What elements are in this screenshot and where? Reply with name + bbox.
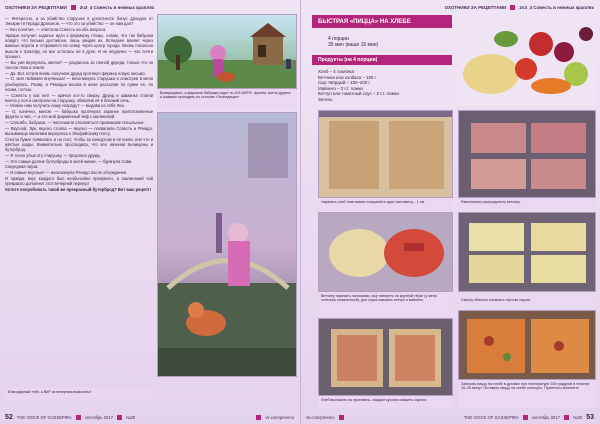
- step-photo-2: [458, 110, 596, 198]
- game-screenshot-bottom: [157, 112, 297, 377]
- game-screenshot-top: [157, 14, 297, 89]
- article-paragraph: — Совесть у вас нет! — кричал кто-то сверху. Друид и шаманка стояли молча у пол и смотрели на старушку, обхватив её в близкий сень.: [5, 92, 153, 103]
- step-caption-1: Нарезать хлеб ломтиками толщиной в один сантиметр – 1 см.: [318, 198, 453, 210]
- footer-square-icon: [117, 415, 122, 420]
- site-link[interactable]: vk.com/preemo: [306, 414, 335, 420]
- header-square-icon: [510, 5, 515, 10]
- step-photo-6: [458, 310, 596, 380]
- article-paragraph: — Можно нам получить нашу награду? — выдави из себя Леа.: [5, 103, 125, 109]
- article-paragraph: — Вкусной, Эрк, вкусно стояла — вкусно — похвалили Совесть и Рянадо, вызывающе мальчики вернулись к Эльфийскому посту.: [5, 125, 153, 137]
- ingredient-item: Сыр твёрдый – 150–200 г: [318, 80, 371, 86]
- step-caption-6: Запекать пиццу на хлебе в духовке при температуре 200 градусов в течение 15–20 минут. Оставить пиццу на хлебе остынуть. Приятного аппетита!: [458, 380, 596, 408]
- article-paragraph: — Интересно, а за убийство старушек в дополнеоте бонус дроидоа от Энкарм-тя Герада Драконов, — что это за убийство — он нам дал?: [5, 16, 153, 27]
- article-paragraph: — Я точно убью эту старушку, — проронил друид.: [5, 153, 101, 159]
- header-square-icon: [71, 5, 76, 10]
- right-footer-site: [306, 413, 344, 421]
- caption-bottom: Благодарный тебе, а ВКР за вечерним вымогаты!: [5, 388, 153, 400]
- breadcrumb: 2ч3_4 Совесть в нежных краплях: [79, 4, 155, 10]
- ingredients-list: [318, 69, 453, 103]
- servings: 4 порции: [328, 36, 349, 42]
- article-paragraph: И правда, вкус каждого был необычайно прекрасен, а заклинаний чай прекрасно дополнил этот вечерний перекус!: [5, 175, 153, 187]
- left-footer-site: [256, 413, 294, 421]
- caption-top: Возвращаясь, а фармили бабушки ходят по 105 МКРФ, причём, могли дружно и шаманы приходить по статьям «Экспедиции»: [157, 89, 297, 109]
- ingredient-item: Хлеб – 4 ломтика: [318, 69, 354, 74]
- ingredient-item: Ветчина или колбаса – 150 г: [318, 74, 377, 80]
- footer-square-icon: [339, 415, 344, 420]
- article-paragraph: — Это самые долгие бутерброды в моей жизни, — буркнула Сави.: [5, 158, 133, 164]
- ingredient-item: Зелень: [318, 96, 333, 102]
- article-paragraph: — Спасибо, бабушка, — поспешили откланяться промокшие посыльные.: [5, 120, 145, 126]
- article-paragraph: — Вы уже вернулись, милок? — раздалось за спиной друида, только что он снесли пока в земле.: [5, 59, 153, 70]
- ingredient-item: Кетчуп или томатный соус – 2 ст. ложки: [318, 91, 399, 97]
- recipe-title: БЫСТРАЯ «ПИЦЦА» НА ХЛЕБЕ: [312, 15, 452, 28]
- step-caption-4: Сверху обильно посыпать тёртым сыром.: [458, 296, 596, 306]
- article-paragraph: — О, конечно, милок! — бабушка протянула заранее приготовленные фрукты и чая, — а это мой фирменный чиф с малиновой.: [5, 109, 153, 120]
- article-paragraph: Эркара получил заданье идти к фермерку птицы, совам, что так бабушка пойдёт, что письмо доставлен, лишь увидев их. Вследнее влияет через важные ворота и отправился на север через центр города. Вновь покольно вышли к трактиру, но все остались не в духе. И не неудачно — час почти прошел.: [5, 32, 153, 59]
- footer-square-icon: [76, 415, 81, 420]
- vegetables-photo: [456, 14, 596, 106]
- ingredient-item: Майонез – 2 ст. ложки: [318, 85, 363, 91]
- article-paragraph: — О, моя любимая внученька! — воскликнула старушка и осмотрев в меня улыбнулась. Разва, и Ремодьи вошла в шеке рассыпая по сумке ее, по ногам, гостью.: [5, 76, 153, 92]
- issue-number: №30: [126, 414, 136, 420]
- step-photo-1: [318, 110, 453, 198]
- site-link[interactable]: vk.com/preemo: [265, 414, 294, 420]
- step-caption-5: Хлеб выложить на противень, каждый кусочек смазать соусом.: [318, 396, 453, 408]
- cook-time: 35 мин (ваши 15 мин): [328, 42, 379, 49]
- article-paragraph: Стелла бумаг появилась и на пост, чтобы за конкурсом в её книги, ели что и жёлтые шары. Внимательно проследила, что все начинки вычищены и бутерброд.: [5, 136, 153, 153]
- page-number-right: 53: [586, 413, 594, 421]
- article-paragraph: — Без понятия, — ответила Совесть на оба вопроса.: [5, 26, 107, 32]
- step-photo-5: [318, 318, 453, 396]
- page-number-left: 52: [5, 413, 13, 421]
- article-paragraph: Хотите попробовать такой же прекрасный бутерброд? Вот ваш рецепт!: [5, 186, 152, 192]
- step-photo-4: [458, 212, 596, 292]
- article-paragraph: Секундная пауза.: [5, 164, 39, 170]
- footer-square-icon: [564, 415, 569, 420]
- left-header: [5, 3, 154, 11]
- right-footer: [464, 413, 594, 421]
- footer-square-icon: [256, 415, 261, 420]
- step-caption-3: Ветчину нарезать полосками, сыр натереть на крупной тёрке (у меня осталось плавленный), для соуса смешать кетчуп и майонез.: [318, 292, 453, 316]
- article-paragraph: — И самые вкусные! — воскликнула Рянадо после обсуждения.: [5, 170, 128, 176]
- step-caption-2: Равномерно распределить ветчину.: [458, 198, 596, 208]
- left-footer: [5, 413, 135, 421]
- magazine-name: THE VOICE OF GASSEPIRA: [16, 414, 72, 420]
- section-label: ОХОТНИКИ ЗА РЕЦЕПТАМИ: [444, 4, 507, 10]
- step-photo-3: [318, 212, 453, 292]
- article-text: [5, 16, 153, 388]
- issue-date: сентябрь 2017: [531, 414, 561, 420]
- products-heading: Продукты (на 4 порции): [312, 55, 452, 65]
- section-label: ОХОТНИКИ ЗА РЕЦЕПТАМИ: [5, 4, 67, 10]
- magazine-name: THE VOICE OF GASSEPIRA: [463, 414, 519, 420]
- issue-number: №30: [573, 414, 583, 420]
- issue-date: сентябрь 2017: [84, 414, 114, 420]
- footer-square-icon: [523, 415, 528, 420]
- recipe-meta: [328, 36, 378, 48]
- article-paragraph: — Да. Вот, кстати вновь получили друид протянул фермер новую письмо.: [5, 70, 146, 76]
- breadcrumb: 2ч3_4 Совесть в нежных краплях: [519, 4, 594, 10]
- right-header: [445, 3, 594, 11]
